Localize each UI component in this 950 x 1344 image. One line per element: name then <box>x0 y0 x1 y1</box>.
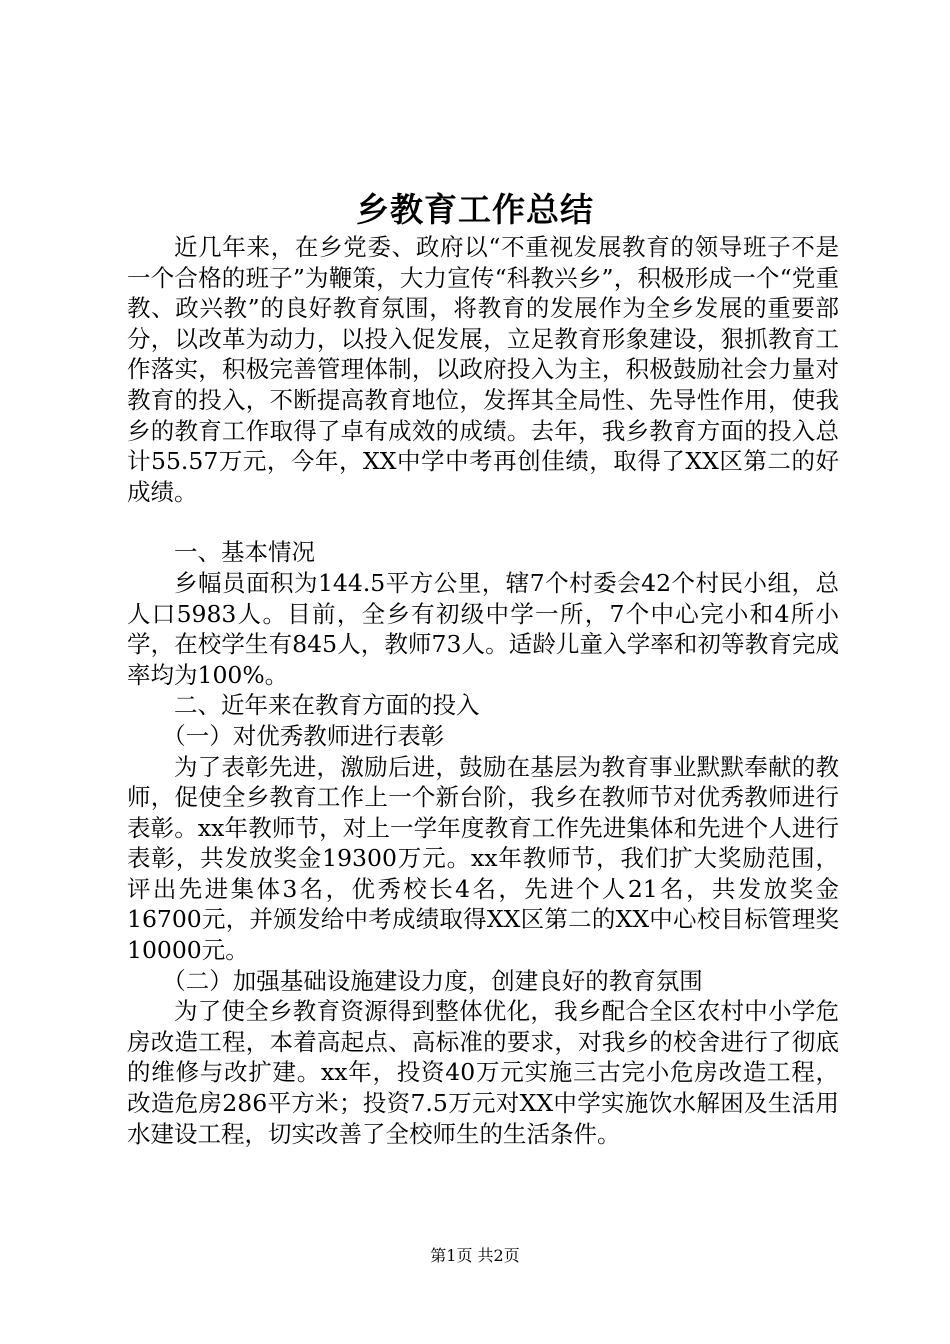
document-title: 乡教育工作总结 <box>356 190 594 229</box>
subsection-heading-teacher-awards: （一）对优秀教师进行表彰 <box>162 721 445 750</box>
subsection-heading-infrastructure: （二）加强基础设施建设力度，创建良好的教育氛围 <box>162 966 703 995</box>
section-heading-investment: 二、近年来在教育方面的投入 <box>174 691 480 720</box>
section-heading-basic-situation: 一、基本情况 <box>174 538 315 567</box>
teacher-awards-paragraph: 为了表彰先进，激励后进，鼓励在基层为教育事业默默奉献的教师，促使全乡教育工作上一个新台阶，我乡在教师节对优秀教师进行表彰。xx年教师节，对上一学年度教育工作先进集体和先进个人进行表彰，共发放奖金19300万元。xx年教师节，我们扩大奖励范围，评出先进集体3名，优秀校长4名，先进个人21名，共发放奖金16700元，并颁发给中考成绩取得XX区第二的XX中心校目标管理奖10000元。 <box>127 752 839 965</box>
intro-paragraph: 近几年来，在乡党委、政府以“不重视发展教育的领导班子不是一个合格的班子”为鞭策，大力宣传“科教兴乡”，积极形成一个“党重教、政兴教”的良好教育氛围，将教育的发展作为全乡发展的重要部分，以改革为动力，以投入促发展，立足教育形象建设，狠抓教育工作落实，积极完善管理体制，以政府投入为主，积极鼓励社会力量对教育的投入，不断提高教育地位，发挥其全局性、先导性作用，使我乡的教育工作取得了卓有成效的成绩。去年，我乡教育方面的投入总计55.57万元，今年，XX中学中考再创佳绩，取得了XX区第二的好成绩。 <box>127 233 839 506</box>
infrastructure-paragraph: 为了使全乡教育资源得到整体优化，我乡配合全区农村中小学危房改造工程，本着高起点、高标准的要求，对我乡的校舍进行了彻底的维修与改扩建。xx年，投资40万元实施三古完小危房改造工程，改造危房286平方米；投资7.5万元对XX中学实施饮水解困及生活用水建设工程，切实改善了全校师生的生活条件。 <box>127 997 839 1148</box>
basic-situation-paragraph: 乡幅员面积为144.5平方公里，辖7个村委会42个村民小组，总人口5983人。目前，全乡有初级中学一所，7个中心完小和4所小学，在校学生有845人，教师73人。适龄儿童入学率和初等教育完成率均为100%。 <box>127 568 839 689</box>
document-body <box>127 232 839 1149</box>
page-footer: 第1页 共2页 <box>430 1246 520 1265</box>
